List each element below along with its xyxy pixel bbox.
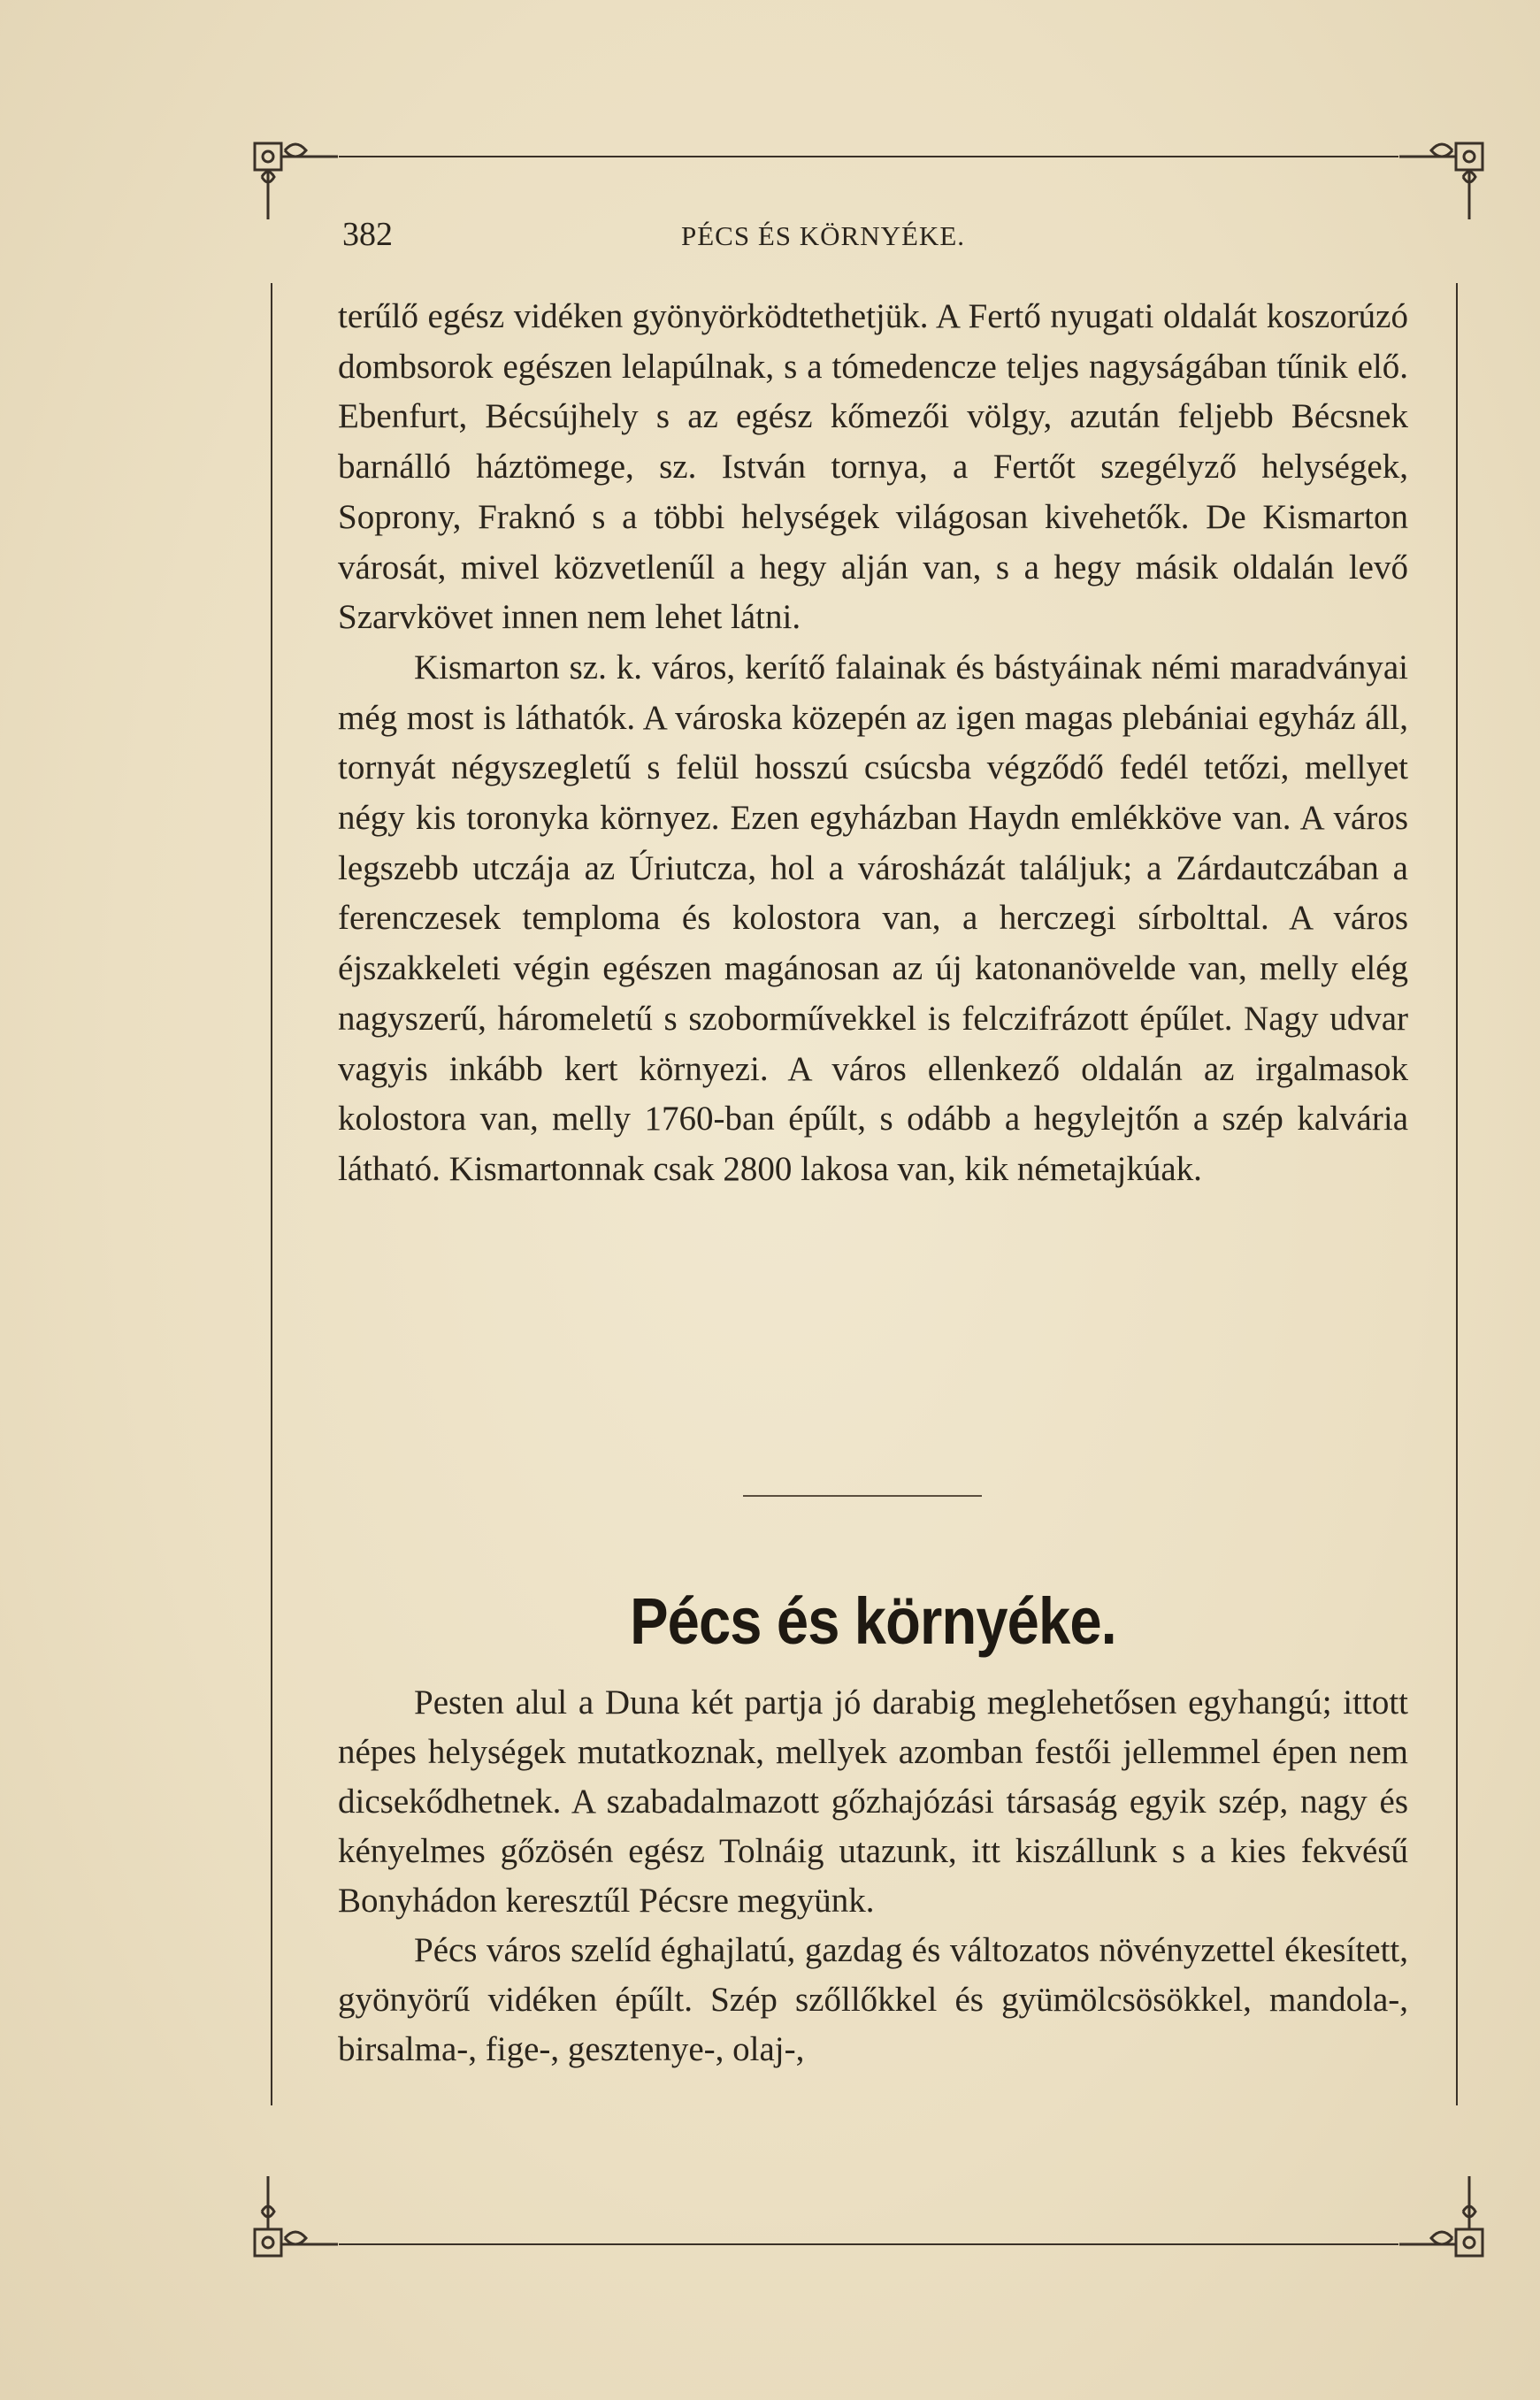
section-divider (743, 1495, 982, 1497)
corner-ornament-icon (1391, 2176, 1488, 2273)
section-title: Pécs és környéke. (630, 1584, 1116, 1658)
paragraph: Kismarton sz. k. város, kerítő falainak és bástyáinak némi maradványai még most is láthatók. A városka közepén az igen magas plebániai egyház áll, tornyát négyszegletű s felül hosszú csúcsba végződő fedél tetőzi, mellyet négy kis toronyka környez. Ezen egyházban Haydn emlékköve van. A város legszebb utczája az Úriutcza, hol a városházát találjuk; a Zárdautczában a ferenczesek temploma és kolostora van, a herczegi sírbolttal. A város éjszakkeleti végin egészen magánosan az új katonanövelde van, melly elég nagyszerű, háromeletű s szoborművekkel is felczifrázott épűlet. Nagy udvar vagyis inkább kert környezi. A város ellenkező oldalán az irgalmasok kolostora van, melly 1760-ban épűlt, s odább a hegylejtőn a szép kalvária látható. Kismartonnak csak 2800 lakosa van, kik németajkúak. (338, 648, 1408, 1188)
paragraph: Pesten alul a Duna két partja jó darabig meglehetősen egyhangú; ittott népes helységek mutatkoznak, mellyek azomban festői jellemmel épen nem dicsekődhetnek. A szabadalmazott gőzhajózási társaság egyik szép, nagy és kényelmes gőzösén egész Tolnáig utazunk, itt kiszállunk s a kies fekvésű Bonyhádon keresztűl Pécsre megyünk. (338, 1683, 1408, 1920)
border-left-rule (271, 283, 272, 2105)
page-number: 382 (342, 216, 393, 253)
text-block-pecs (338, 1678, 1408, 2074)
border-right-rule (1456, 283, 1458, 2105)
border-top-rule (339, 156, 1398, 157)
border-bottom-rule (339, 2243, 1398, 2245)
running-head: PÉCS ÉS KÖRNYÉKE. (681, 220, 966, 251)
corner-ornament-icon (249, 124, 347, 221)
text-block-kismarton (338, 292, 1408, 1195)
page-header (342, 215, 1404, 259)
corner-ornament-icon (249, 2176, 347, 2273)
paragraph: Pécs város szelíd éghajlatú, gazdag és változatos növényzettel ékesített, gyönyörű vidéken épűlt. Szép szőllőkkel és gyümölcsösökkel, mandola-, birsalma-, fige-, gesztenye-, olaj-, (338, 1931, 1408, 2068)
corner-ornament-icon (1391, 124, 1488, 221)
paragraph: terűlő egész vidéken gyönyörködtethetjük. A Fertő nyugati oldalát koszorúzó dombsorok egészen lelapúlnak, s a tómedencze teljes nagyságában tűnik elő. Ebenfurt, Bécsújhely s az egész kőmezői völgy, azután feljebb Bécsnek barnálló háztömege, sz. István tornya, a Fertőt szegélyző helységek, Soprony, Fraknó s a többi helységek világosan kivehetők. De Kismarton városát, mivel közvetlenűl a hegy alján van, s a hegy másik oldalán levő Szarvkövet innen nem lehet látni. (338, 297, 1408, 637)
